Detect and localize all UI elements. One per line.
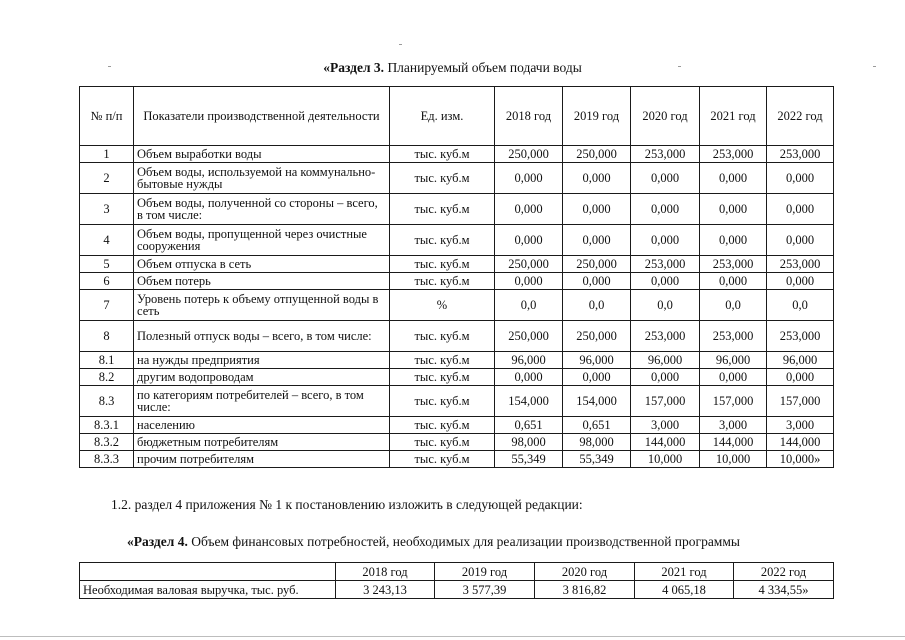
- value-cell: 253,000: [631, 321, 700, 352]
- section3-title-bold: «Раздел 3.: [323, 60, 385, 75]
- section3-title: [0, 60, 905, 76]
- value-cell: 250,000: [495, 146, 563, 163]
- indicator-name: Объем выработки воды: [134, 146, 390, 163]
- column-header: 2018 год: [495, 87, 563, 146]
- indicator-name: Объем воды, используемой на коммунально-бытовые нужды: [134, 163, 390, 194]
- table-row: [80, 273, 834, 290]
- column-header: 2019 год: [435, 563, 535, 581]
- table-row: [80, 369, 834, 386]
- table-row: [80, 321, 834, 352]
- section4-title-rest: Объем финансовых потребностей, необходимых для реализации производственной программы: [187, 534, 740, 549]
- table-row: [80, 434, 834, 451]
- value-cell: 0,000: [495, 369, 563, 386]
- table-row: [80, 146, 834, 163]
- value-cell: 253,000: [631, 146, 700, 163]
- column-header: 2018 год: [336, 563, 435, 581]
- table-body: [80, 146, 834, 468]
- table-row: [80, 225, 834, 256]
- row-number: 3: [80, 194, 134, 225]
- blank-header-cell: [80, 563, 336, 581]
- value-cell: 0,000: [700, 273, 767, 290]
- value-cell: 253,000: [767, 256, 834, 273]
- value-cell: 0,000: [495, 194, 563, 225]
- value-cell: 157,000: [700, 386, 767, 417]
- value-cell: 0,000: [631, 369, 700, 386]
- value-cell: 55,349: [495, 451, 563, 468]
- indicator-name: другим водопроводам: [134, 369, 390, 386]
- indicator-name: Объем воды, полученной со стороны – всего, в том числе:: [134, 194, 390, 225]
- table-row: [80, 386, 834, 417]
- value-cell: 3,000: [767, 417, 834, 434]
- table-row: [80, 417, 834, 434]
- value-cell: 98,000: [495, 434, 563, 451]
- value-cell: 154,000: [563, 386, 631, 417]
- column-header: 2021 год: [700, 87, 767, 146]
- unit: тыс. куб.м: [390, 369, 495, 386]
- value-cell: 0,000: [563, 194, 631, 225]
- value-cell: 96,000: [700, 352, 767, 369]
- value-cell: 0,651: [495, 417, 563, 434]
- value-cell: 3,000: [631, 417, 700, 434]
- column-header: 2019 год: [563, 87, 631, 146]
- column-header: Показатели производственной деятельности: [134, 87, 390, 146]
- value-cell: 3 577,39: [435, 581, 535, 599]
- row-label: Необходимая валовая выручка, тыс. руб.: [80, 581, 336, 599]
- table-row: [80, 581, 834, 599]
- value-cell: 0,000: [767, 194, 834, 225]
- column-header: 2021 год: [635, 563, 734, 581]
- scan-speck: [108, 66, 111, 67]
- row-number: 2: [80, 163, 134, 194]
- scan-speck: [399, 44, 402, 45]
- financial-needs-table: [79, 562, 834, 599]
- column-header: Ед. изм.: [390, 87, 495, 146]
- row-number: 8.2: [80, 369, 134, 386]
- value-cell: 0,000: [563, 273, 631, 290]
- value-cell: 0,000: [495, 273, 563, 290]
- scan-speck: [678, 66, 681, 67]
- row-number: 8.3.1: [80, 417, 134, 434]
- value-cell: 0,000: [700, 163, 767, 194]
- section4-title: [127, 534, 740, 550]
- value-cell: 0,000: [700, 194, 767, 225]
- section3-title-rest: Планируемый объем подачи воды: [384, 60, 582, 75]
- value-cell: 250,000: [495, 321, 563, 352]
- row-number: 8.1: [80, 352, 134, 369]
- indicator-name: Объем потерь: [134, 273, 390, 290]
- value-cell: 253,000: [700, 146, 767, 163]
- row-number: 8.3.3: [80, 451, 134, 468]
- value-cell: 0,000: [767, 273, 834, 290]
- value-cell: 4 065,18: [635, 581, 734, 599]
- row-number: 7: [80, 290, 134, 321]
- value-cell: 0,000: [631, 273, 700, 290]
- value-cell: 0,000: [631, 194, 700, 225]
- unit: тыс. куб.м: [390, 194, 495, 225]
- row-number: 5: [80, 256, 134, 273]
- column-header: № п/п: [80, 87, 134, 146]
- column-header: 2020 год: [631, 87, 700, 146]
- value-cell: 0,000: [767, 163, 834, 194]
- unit: тыс. куб.м: [390, 256, 495, 273]
- row-number: 8.3.2: [80, 434, 134, 451]
- table-header-row: [80, 563, 834, 581]
- scan-edge-line: [0, 636, 905, 637]
- table-row: [80, 256, 834, 273]
- value-cell: 0,000: [700, 225, 767, 256]
- row-number: 4: [80, 225, 134, 256]
- unit: тыс. куб.м: [390, 434, 495, 451]
- value-cell: 10,000»: [767, 451, 834, 468]
- value-cell: 157,000: [767, 386, 834, 417]
- indicator-name: по категориям потребителей – всего, в том числе:: [134, 386, 390, 417]
- value-cell: 4 334,55»: [734, 581, 834, 599]
- value-cell: 253,000: [767, 146, 834, 163]
- unit: тыс. куб.м: [390, 146, 495, 163]
- table-row: [80, 451, 834, 468]
- value-cell: 0,000: [563, 225, 631, 256]
- unit: тыс. куб.м: [390, 163, 495, 194]
- value-cell: 250,000: [563, 321, 631, 352]
- value-cell: 144,000: [767, 434, 834, 451]
- value-cell: 0,000: [631, 163, 700, 194]
- value-cell: 3 816,82: [535, 581, 635, 599]
- value-cell: 0,0: [563, 290, 631, 321]
- column-header: 2022 год: [767, 87, 834, 146]
- value-cell: 0,000: [495, 163, 563, 194]
- row-number: 1: [80, 146, 134, 163]
- indicator-name: Объем отпуска в сеть: [134, 256, 390, 273]
- value-cell: 0,0: [631, 290, 700, 321]
- unit: тыс. куб.м: [390, 352, 495, 369]
- row-number: 8: [80, 321, 134, 352]
- value-cell: 0,0: [767, 290, 834, 321]
- column-header: 2020 год: [535, 563, 635, 581]
- indicator-name: Уровень потерь к объему отпущенной воды в сеть: [134, 290, 390, 321]
- value-cell: 10,000: [700, 451, 767, 468]
- value-cell: 3,000: [700, 417, 767, 434]
- table-row: [80, 290, 834, 321]
- table-row: [80, 194, 834, 225]
- value-cell: 0,000: [495, 225, 563, 256]
- unit: тыс. куб.м: [390, 225, 495, 256]
- value-cell: 0,000: [767, 225, 834, 256]
- value-cell: 250,000: [563, 146, 631, 163]
- water-supply-table: [79, 86, 834, 468]
- table-row: [80, 163, 834, 194]
- value-cell: 0,000: [767, 369, 834, 386]
- scan-speck: [873, 66, 876, 67]
- value-cell: 144,000: [700, 434, 767, 451]
- value-cell: 96,000: [767, 352, 834, 369]
- value-cell: 154,000: [495, 386, 563, 417]
- indicator-name: Полезный отпуск воды – всего, в том числе:: [134, 321, 390, 352]
- value-cell: 0,0: [495, 290, 563, 321]
- value-cell: 0,651: [563, 417, 631, 434]
- indicator-name: бюджетным потребителям: [134, 434, 390, 451]
- value-cell: 0,000: [700, 369, 767, 386]
- value-cell: 10,000: [631, 451, 700, 468]
- unit: тыс. куб.м: [390, 386, 495, 417]
- unit: %: [390, 290, 495, 321]
- value-cell: 253,000: [767, 321, 834, 352]
- value-cell: 0,0: [700, 290, 767, 321]
- column-header: 2022 год: [734, 563, 834, 581]
- value-cell: 253,000: [631, 256, 700, 273]
- row-number: 6: [80, 273, 134, 290]
- value-cell: 96,000: [563, 352, 631, 369]
- amendment-paragraph: 1.2. раздел 4 приложения № 1 к постановлению изложить в следующей редакции:: [111, 497, 583, 512]
- indicator-name: населению: [134, 417, 390, 434]
- value-cell: 96,000: [495, 352, 563, 369]
- unit: тыс. куб.м: [390, 451, 495, 468]
- value-cell: 3 243,13: [336, 581, 435, 599]
- value-cell: 0,000: [563, 369, 631, 386]
- unit: тыс. куб.м: [390, 273, 495, 290]
- value-cell: 157,000: [631, 386, 700, 417]
- value-cell: 0,000: [631, 225, 700, 256]
- table-row: [80, 352, 834, 369]
- value-cell: 253,000: [700, 321, 767, 352]
- unit: тыс. куб.м: [390, 417, 495, 434]
- table-header-row: [80, 87, 834, 146]
- value-cell: 96,000: [631, 352, 700, 369]
- value-cell: 98,000: [563, 434, 631, 451]
- value-cell: 253,000: [700, 256, 767, 273]
- section4-title-bold: «Раздел 4.: [127, 534, 188, 549]
- indicator-name: прочим потребителям: [134, 451, 390, 468]
- indicator-name: Объем воды, пропущенной через очистные сооружения: [134, 225, 390, 256]
- indicator-name: на нужды предприятия: [134, 352, 390, 369]
- value-cell: 144,000: [631, 434, 700, 451]
- value-cell: 250,000: [495, 256, 563, 273]
- value-cell: 0,000: [563, 163, 631, 194]
- value-cell: 55,349: [563, 451, 631, 468]
- value-cell: 250,000: [563, 256, 631, 273]
- unit: тыс. куб.м: [390, 321, 495, 352]
- row-number: 8.3: [80, 386, 134, 417]
